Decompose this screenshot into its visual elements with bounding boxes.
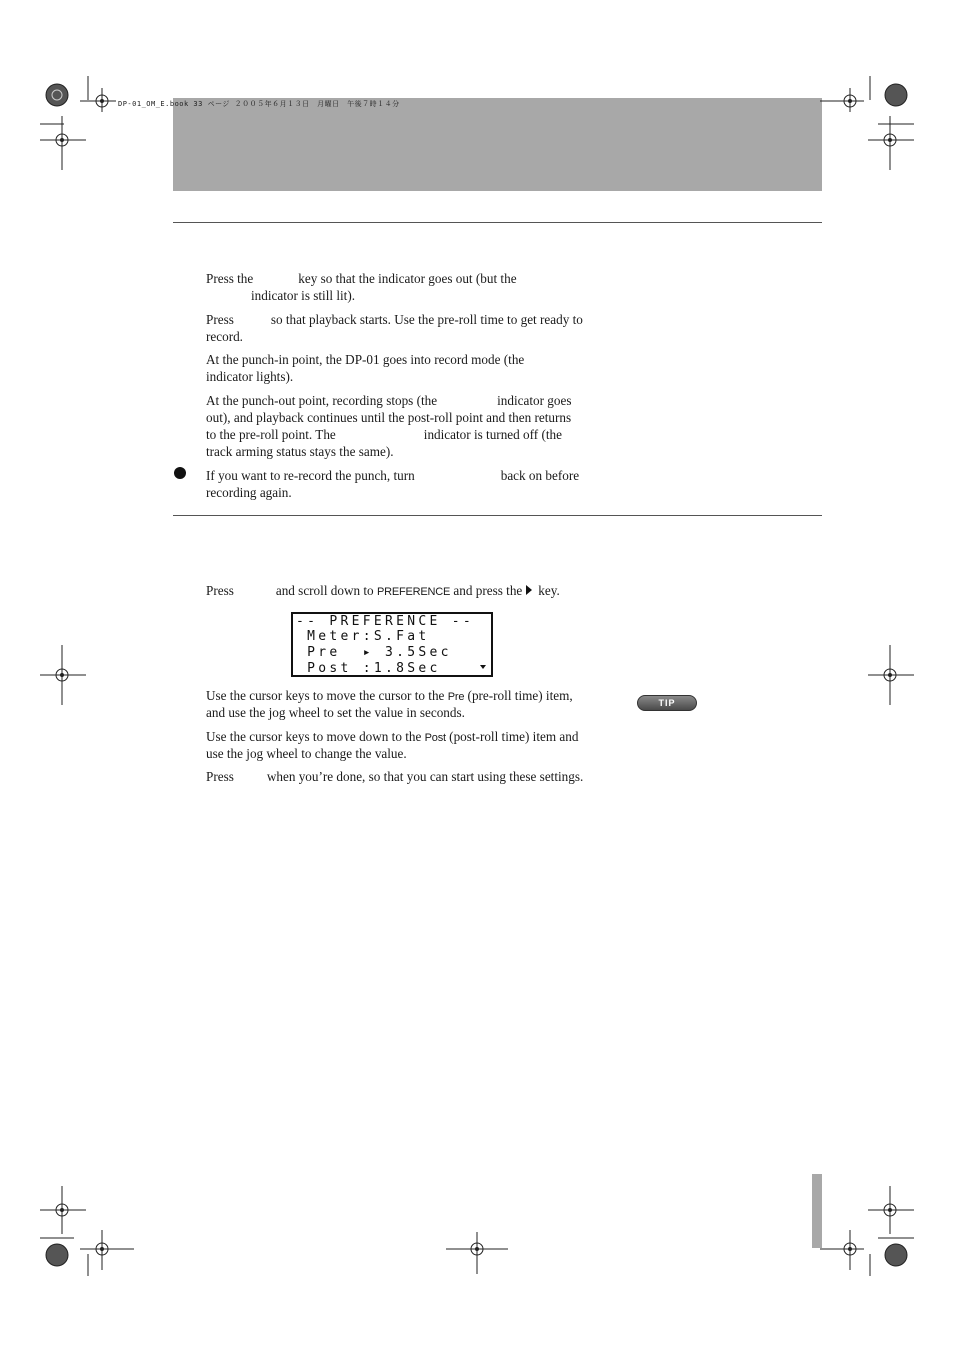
text-run: (pre-roll time) item, <box>467 688 573 703</box>
lcd-scroll-down-icon <box>480 665 486 669</box>
text-run: to the pre-roll point. The <box>206 427 336 442</box>
lcd-line-pre: Pre ▸ 3.5Sec <box>296 645 452 660</box>
menu-name-preference: PREFERENCE <box>376 586 451 598</box>
note-line-1 <box>206 467 605 484</box>
lcd-line-title: -- PREFERENCE -- <box>296 614 475 629</box>
item-name-pre: Pre <box>447 691 465 703</box>
paragraph-2-line-2: record. <box>206 329 243 344</box>
note-bullet-icon <box>174 467 186 479</box>
note-line-2: recording again. <box>206 485 292 500</box>
step-1 <box>206 582 605 601</box>
right-arrow-key-icon <box>526 585 532 595</box>
text-run: Press <box>206 312 234 327</box>
text-run: indicator is turned off (the <box>423 427 562 442</box>
step-4 <box>206 768 605 785</box>
paragraph-4-line-4: track arming status stays the same). <box>206 444 394 459</box>
section-rule-middle <box>173 515 822 516</box>
registration-mark-mid-left-icon <box>40 645 90 705</box>
paragraph-3-line-2: indicator lights). <box>206 369 294 384</box>
text-run: so that playback starts. Use the pre-roll time to get ready to <box>270 312 583 327</box>
registration-mark-bottom-left-icon <box>40 1180 140 1280</box>
registration-mark-mid-right-icon <box>866 645 916 705</box>
book-info-line: DP-01_OM_E.book 33 ページ ２００５年６月１３日 月曜日 午後７時１４分 <box>118 100 400 108</box>
registration-mark-top-right-icon <box>818 76 918 176</box>
text-run: Press <box>206 769 234 784</box>
registration-mark-bottom-center-icon <box>446 1232 508 1274</box>
text-run: Press <box>206 583 234 598</box>
tip-badge: TIP <box>637 695 697 711</box>
text-run: Press the <box>206 271 254 286</box>
text-run: Use the cursor keys to move the cursor to the <box>206 688 445 703</box>
paragraph-1-line-2: indicator is still lit). <box>251 288 356 303</box>
registration-mark-bottom-right-icon <box>818 1180 918 1280</box>
paragraph-2-line-1 <box>206 311 605 328</box>
text-run: indicator goes <box>497 393 572 408</box>
paragraph-4-line-2: out), and playback continues until the post-roll point and then returns <box>206 410 572 425</box>
step-2-line-2: and use the jog wheel to set the value in seconds. <box>206 705 465 720</box>
text-run: and scroll down to <box>275 583 374 598</box>
lcd-line-meter: Meter:S.Fat <box>296 629 430 644</box>
paragraph-4-line-1 <box>206 392 605 409</box>
text-run: key. <box>538 583 560 598</box>
text-run: back on before <box>500 468 580 483</box>
step-3-line-2: use the jog wheel to change the value. <box>206 746 407 761</box>
text-run: key so that the indicator goes out (but the <box>298 271 517 286</box>
text-run: when you’re done, so that you can start using these settings. <box>266 769 584 784</box>
text-run: At the punch-out point, recording stops (the <box>206 393 438 408</box>
section-rule-top <box>173 222 822 223</box>
registration-mark-top-left-icon <box>40 76 140 176</box>
lcd-screen <box>291 612 493 677</box>
paragraph-4-line-3 <box>206 426 605 443</box>
lcd-line-post: Post :1.8Sec <box>296 661 441 676</box>
paragraph-3-line-1: At the punch-in point, the DP-01 goes into record mode (the <box>206 352 525 367</box>
paragraph-1-line-1 <box>206 270 605 287</box>
text-run: (post-roll time) item and <box>449 729 579 744</box>
header-band <box>173 98 822 191</box>
text-run: and press the <box>453 583 523 598</box>
text-run: If you want to re-record the punch, turn <box>206 468 415 483</box>
text-run: Use the cursor keys to move down to the <box>206 729 422 744</box>
item-name-post: Post <box>424 732 446 744</box>
